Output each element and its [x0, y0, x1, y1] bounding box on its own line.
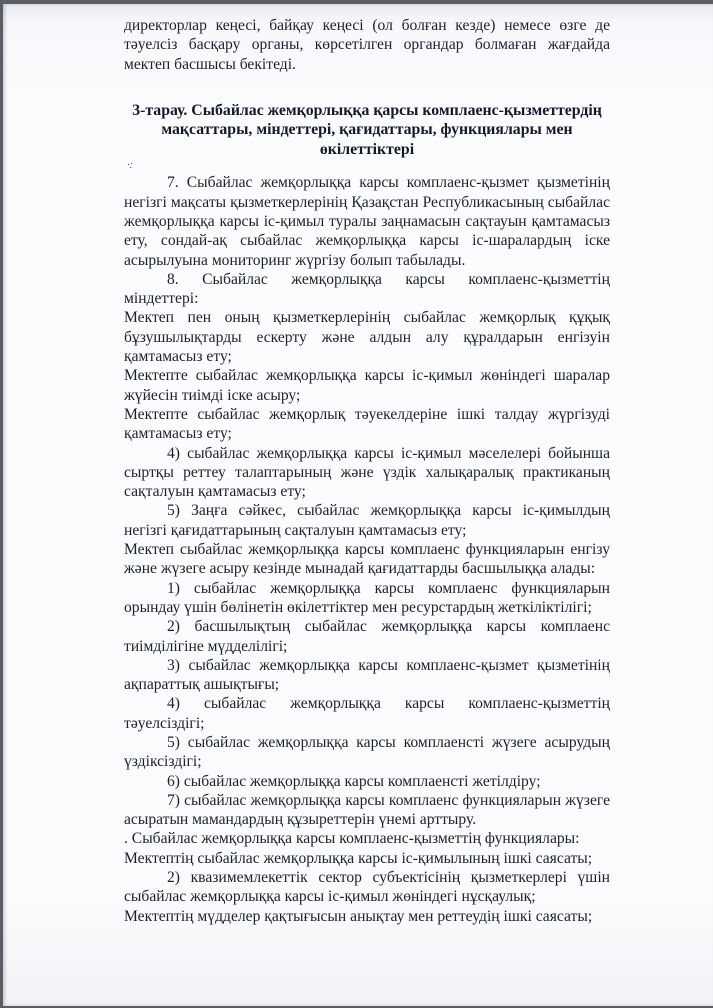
section-heading: 3-тарау. Сыбайлас жемқорлыққа қарсы комплаенс-қызметтердің мақсаттары, міндеттері, қағидаттары, функциялары мен өкілеттіктері — [132, 101, 602, 158]
principle-3: 3) сыбайлас жемқорлыққа карсы комплаенс-қызмет қызметінің ақпараттық ашықтығы; — [124, 656, 610, 694]
principle-4: 4) сыбайлас жемқорлыққа карсы комплаенс-қызметтің тәуелсіздігі; — [124, 695, 610, 732]
principles-intro: Мектеп сыбайлас жемқорлыққа карсы комплаенс функцияларын енгізу және жүзеге асыру кезінде мынадай қағидаттарды басшылыққа алады: — [124, 541, 610, 578]
pen-mark: ·: — [127, 160, 133, 172]
document-body — [124, 16, 610, 926]
task-3: Мектепте сыбайлас жемқорлық тәуекелдеріне ішкі талдау жүргізуді қамтамасыз ету; — [124, 405, 610, 443]
principle-5: 5) сыбайлас жемқорлыққа карсы комплаенсті жүзеге асырудың үздіксіздігі; — [124, 734, 610, 771]
intro-paragraph: директорлар кеңесі, байқау кеңесі (ол болған кезде) немесе өзге де тәуелсіз басқару органы, көрсетілген органдар болмаған жағдайда мектеп басшысы бекітеді. — [124, 17, 610, 73]
principle-6: 6) сыбайлас жемқорлыққа карсы комплаенсті жетілдіру; — [167, 772, 541, 790]
principle-7: 7) сыбайлас жемқорлыққа карсы комплаенс функцияларын жүзеге асыратын мамандардың құзыреттерін үнемі арттыру. — [124, 791, 610, 829]
task-4: 4) сыбайлас жемқорлыққа карсы іс-қимыл мәселелері бойынша сыртқы реттеу талаптарының және үздік халықаралық практиканың сақталуын қамтамасыз ету; — [124, 444, 610, 501]
task-1: Мектеп пен оның қызметкерлерінің сыбайлас жемқорлық құқық бұзушылықтарды ескерту және алдын алу құралдарын енгізуін қамтамасыз ету; — [124, 309, 610, 366]
document-page — [3, 4, 713, 1006]
principle-1: 1) сыбайлас жемқорлыққа карсы комплаенс функцияларын орындау үшін бөлінетін өкілеттіктер мен ресурстардың жеткіліктілігі; — [124, 579, 610, 616]
function-3: Мектептің мүдделер қақтығысын анықтау мен реттеудің ішкі саясаты; — [124, 907, 593, 925]
paragraph-8: 8. Сыбайлас жемқорлыққа карсы комплаенс-қызметтің міндеттері: — [124, 270, 610, 308]
function-2: 2) квазимемлекеттік сектор субъектісінің қызметкерлері үшін сыбайлас жемқорлыққа карсы іс-қимыл жөніндегі нұсқаулық; — [124, 869, 610, 906]
functions-intro: . Сыбайлас жемқорлыққа карсы комплаенс-қызметтің функциялары: — [124, 830, 580, 848]
principle-2: 2) басшылықтың сыбайлас жемқорлыққа карсы комплаенс тиімділігіне мүдделілігі; — [124, 618, 610, 655]
function-1: Мектептің сыбайлас жемқорлыққа карсы іс-қимылының ішкі саясаты; — [124, 849, 593, 867]
task-5: 5) Заңға сәйкес, сыбайлас жемқорлыққа карсы іс-қимылдың негізгі қағидаттарының сақталуын қамтамасыз ету; — [124, 502, 610, 539]
task-2: Мектепте сыбайлас жемқорлыққа карсы іс-қимыл жөніндегі шаралар жүйесін тиімді іске асыру; — [124, 367, 610, 404]
paragraph-7: 7. Сыбайлас жемқорлыққа карсы комплаенс-қызмет қызметінің негізгі мақсаты қызметкерлерінің Қазақстан Республикасының сыбайлас жемқорлыққа карсы іс-қимыл туралы заңнамасын сақтауын қамтамасыз ету, сондай-ақ сыбайлас жемқорлыққа карсы іс-шаралардың іске асырылуына мониторинг жүргізу болып табылады. — [124, 174, 610, 269]
